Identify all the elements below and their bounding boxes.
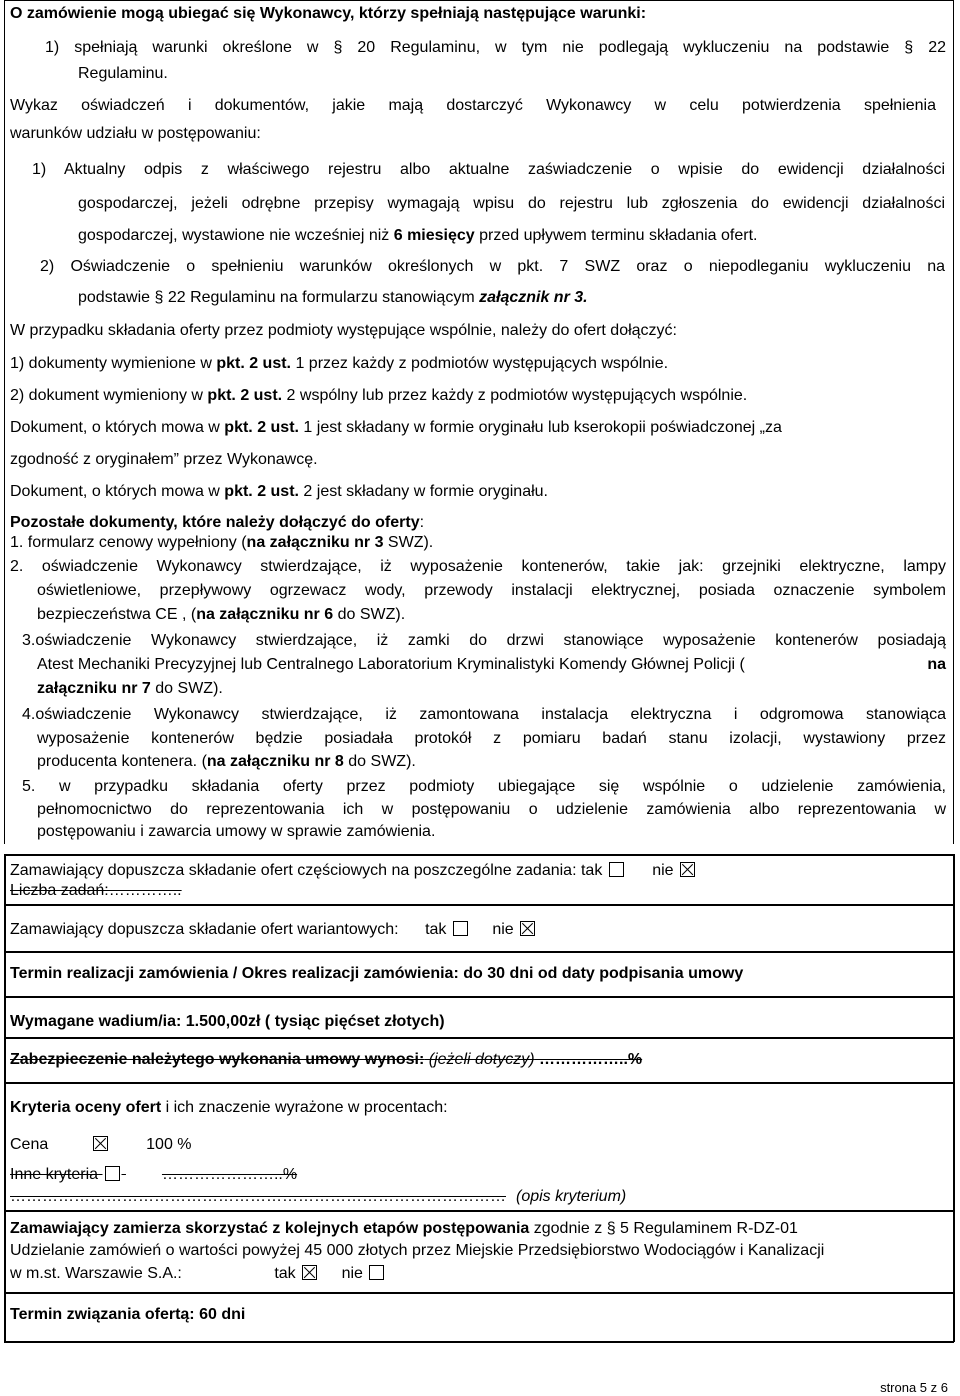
row-divider bbox=[4, 1341, 954, 1343]
pozostale-item-5-cont: pełnomocnictwo do reprezentowania ich w postępowaniu o udzielenie zamówienia albo reprezentowania w bbox=[37, 801, 946, 818]
czesciowe-row: Zamawiający dopuszcza składanie ofert częściowych na poszczególne zadania: tak nie bbox=[10, 861, 697, 881]
inne-kryteria-checkbox[interactable] bbox=[105, 1166, 120, 1181]
row-divider bbox=[4, 1210, 954, 1212]
etapy-line-2: Udzielanie zamówień o wartości powyżej 45 000 złotych przez Miejskie Przedsiębiorstwo Wodociągów i Kanalizacji bbox=[10, 1242, 825, 1259]
etapy-line-1: Zamawiający zamierza skorzystać z kolejnych etapów postępowania zgodnie z § 5 Regulaminem R-DZ-01 bbox=[10, 1220, 798, 1237]
wariantowe-tak-checkbox[interactable] bbox=[453, 921, 468, 936]
condition-item-1: 1) spełniają warunki określone w § 20 Regulaminu, w tym nie podlegają wykluczeniu na podstawie § 22 bbox=[45, 39, 946, 56]
zabezpieczenie: Zabezpieczenie należytego wykonania umowy wynosi: (jeżeli dotyczy) ……………..% bbox=[10, 1051, 643, 1068]
pozostale-title: Pozostałe dokumenty, które należy dołączyć do oferty: bbox=[10, 514, 425, 531]
dokument-1: Dokument, o których mowa w pkt. 2 ust. 1 jest składany w formie oryginału lub kserokopii poświadczonej „za bbox=[10, 419, 782, 436]
dokument-2: Dokument, o których mowa w pkt. 2 ust. 2 jest składany w formie oryginału. bbox=[10, 483, 548, 500]
wykaz-item-1-cont2: gospodarczej, wystawione nie wcześniej niż 6 miesięcy przed upływem terminu składania ofert. bbox=[78, 227, 758, 244]
pozostale-item-1: 1. formularz cenowy wypełniony (na załączniku nr 3 SWZ). bbox=[10, 534, 434, 551]
wspolnie-point-2: 2) dokument wymieniony w pkt. 2 ust. 2 wspólny lub przez każdy z podmiotów występujących wspólnie. bbox=[10, 387, 748, 404]
dokument-1-cont: zgodność z oryginałem” przez Wykonawcę. bbox=[10, 451, 318, 468]
liczba-zadan: Liczba zadań:………….. bbox=[10, 882, 182, 899]
page-number: strona 5 z 6 bbox=[880, 1380, 948, 1395]
wykaz-item-2: 2) Oświadczenie o spełnieniu warunków określonych w pkt. 7 SWZ oraz o niepodleganiu wykluczeniu na bbox=[40, 258, 945, 275]
wykaz-title: Wykaz oświadczeń i dokumentów, jakie mają dostarczyć Wykonawcy w celu potwierdzenia spełnienia bbox=[10, 97, 936, 114]
etapy-nie-checkbox[interactable] bbox=[369, 1265, 384, 1280]
wariantowe-nie-checkbox[interactable] bbox=[520, 921, 535, 936]
kryteria-inne: Inne kryteria …………………..% bbox=[10, 1166, 298, 1183]
wykaz-title-cont: warunków udziału w postępowaniu: bbox=[10, 125, 261, 142]
etapy-line-3: w m.st. Warszawie S.A.: tak nie bbox=[10, 1264, 386, 1284]
condition-item-1-cont: Regulaminu. bbox=[78, 65, 168, 82]
pozostale-item-2-cont: oświetleniowe, przepływowy ogrzewacz wody, przewody instalacji elektrycznej, posiada oznaczenie symbolem bbox=[37, 582, 946, 599]
termin-realizacji: Termin realizacji zamówienia / Okres realizacji zamówienia: do 30 dni od daty podpisania umowy bbox=[10, 965, 744, 982]
wykaz-item-1: 1) Aktualny odpis z właściwego rejestru albo aktualne zaświadczenie o wpisie do ewidencji działalności bbox=[32, 161, 945, 178]
pozostale-item-4: 4.oświadczenie Wykonawcy stwierdzające, iż zamontowana instalacja elektryczna i odgromowa stanowiąca bbox=[22, 706, 946, 723]
opis-kryterium: ………………………………………………………………………………… (opis kryterium) bbox=[10, 1188, 627, 1205]
wadium: Wymagane wadium/ia: 1.500,00zł ( tysiąc pięćset złotych) bbox=[10, 1013, 445, 1030]
pozostale-item-4-cont2: producenta kontenera. (na załączniku nr 8 do SWZ). bbox=[37, 753, 416, 770]
wspolnie-point-1: 1) dokumenty wymienione w pkt. 2 ust. 1 przez każdy z podmiotów występujących wspólnie. bbox=[10, 355, 669, 372]
czesciowe-tak-checkbox[interactable] bbox=[609, 862, 624, 877]
cena-checkbox[interactable] bbox=[93, 1136, 108, 1151]
table-border bbox=[4, 854, 6, 1342]
row-divider bbox=[4, 1082, 954, 1084]
pozostale-item-5-cont2: postępowaniu i zawarcia umowy w sprawie zamówienia. bbox=[37, 823, 436, 840]
etapy-tak-checkbox[interactable] bbox=[302, 1265, 317, 1280]
termin-zwiazania: Termin związania ofertą: 60 dni bbox=[10, 1306, 246, 1323]
table-border bbox=[4, 854, 954, 856]
row-divider bbox=[4, 951, 954, 953]
wspolnie-intro: W przypadku składania oferty przez podmioty występujące wspólnie, należy do ofert dołączyć: bbox=[10, 322, 677, 339]
pozostale-item-2: 2. oświadczenie Wykonawcy stwierdzające, iż wyposażenie kontenerów, takie jak: grzejniki elektryczne, lampy bbox=[10, 558, 946, 575]
pozostale-item-3-cont: Atest Mechaniki Precyzyjnej lub Centralnego Laboratorium Kryminalistyki Komendy Głównej Policji ( na bbox=[37, 656, 946, 673]
wykaz-item-1-cont: gospodarczej, jeżeli odrębne przepisy wymagają wpisu do rejestru lub zgłoszenia do ewidencji działalności bbox=[78, 195, 945, 212]
table-border bbox=[953, 854, 955, 1342]
pozostale-item-5: 5. w przypadku składania oferty przez podmioty ubiegające się wspólnie o udzielenie zamówienia, bbox=[22, 778, 946, 795]
pozostale-item-3: 3.oświadczenie Wykonawcy stwierdzające, iż zamki do drzwi stanowiące wyposażenie kontenerów posiadają bbox=[22, 632, 946, 649]
pozostale-item-3-cont2: załączniku nr 7 do SWZ). bbox=[37, 680, 223, 697]
czesciowe-nie-checkbox[interactable] bbox=[680, 862, 695, 877]
pozostale-item-2-cont2: bezpieczeństwa CE , (na załączniku nr 6 do SWZ). bbox=[37, 606, 406, 623]
header-line: O zamówienie mogą ubiegać się Wykonawcy, którzy spełniają następujące warunki: bbox=[10, 5, 647, 22]
row-divider bbox=[4, 904, 954, 906]
wariantowe-row: Zamawiający dopuszcza składanie ofert wariantowych: tak nie bbox=[10, 920, 537, 940]
wykaz-item-2-cont: podstawie § 22 Regulaminu na formularzu stanowiącym załącznik nr 3. bbox=[78, 289, 588, 306]
row-divider bbox=[4, 1037, 954, 1039]
pozostale-item-4-cont: wyposażenie kontenerów będzie posiadała protokół z pomiaru badań stanu izolacji, wystawiony przez bbox=[37, 730, 946, 747]
kryteria-cena: Cena 100 % bbox=[10, 1136, 192, 1153]
kryteria-title: Kryteria oceny ofert i ich znaczenie wyrażone w procentach: bbox=[10, 1099, 448, 1116]
row-divider bbox=[4, 996, 954, 998]
row-divider bbox=[4, 1292, 954, 1294]
